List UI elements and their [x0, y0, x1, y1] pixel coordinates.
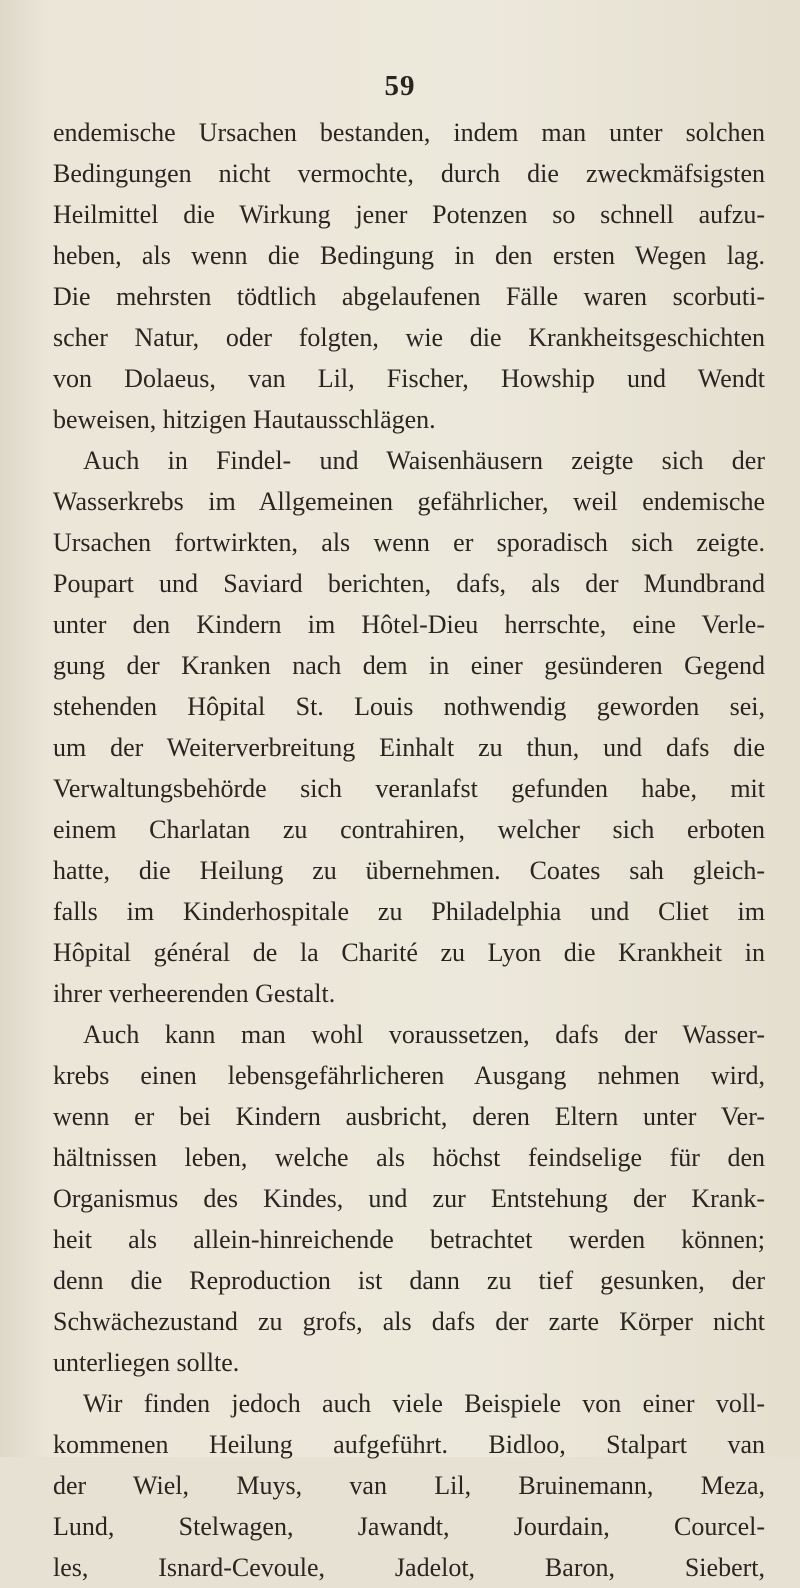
text-line: endemische Ursachen bestanden, indem man unter solchen	[53, 118, 765, 147]
text-line: Ursachen fortwirkten, als wenn er sporadisch sich zeigte.	[53, 528, 765, 557]
text-line: krebs einen lebensgefährlicheren Ausgang nehmen wird,	[53, 1061, 765, 1090]
page-number: 59	[384, 70, 416, 102]
text-line: heit als allein-hinreichende betrachtet werden können;	[53, 1225, 765, 1254]
text-line: unterliegen sollte.	[53, 1348, 240, 1377]
text-line: ihrer verheerenden Gestalt.	[53, 979, 336, 1008]
text-line: Die mehrsten tödtlich abgelaufenen Fälle waren scorbuti-	[53, 282, 765, 311]
text-line: kommenen Heilung aufgeführt. Bidloo, Stalpart van	[53, 1430, 765, 1459]
text-line: einem Charlatan zu contrahiren, welcher sich erboten	[53, 815, 765, 844]
text-line: wenn er bei Kindern ausbricht, deren Eltern unter Ver-	[53, 1102, 765, 1131]
text-line: scher Natur, oder folgten, wie die Krankheitsgeschichten	[53, 323, 765, 352]
text-line: hatte, die Heilung zu übernehmen. Coates sah gleich-	[53, 856, 765, 885]
text-line: von Dolaeus, van Lil, Fischer, Howship und Wendt	[53, 364, 765, 393]
text-line: stehenden Hôpital St. Louis nothwendig geworden sei,	[53, 692, 765, 721]
text-line: Schwächezustand zu grofs, als dafs der zarte Körper nicht	[53, 1307, 765, 1336]
text-line: beweisen, hitzigen Hautausschlägen.	[53, 405, 436, 434]
text-line: Wasserkrebs im Allgemeinen gefährlicher, weil endemische	[53, 487, 765, 516]
text-line: Poupart und Saviard berichten, dafs, als der Mundbrand	[53, 569, 765, 598]
text-line: gung der Kranken nach dem in einer gesünderen Gegend	[53, 651, 765, 680]
text-line: Auch kann man wohl voraussetzen, dafs der Wasser-	[83, 1020, 765, 1049]
text-line: um der Weiterverbreitung Einhalt zu thun, und dafs die	[53, 733, 765, 762]
body-text	[53, 112, 765, 1588]
text-line: falls im Kinderhospitale zu Philadelphia und Cliet im	[53, 897, 765, 926]
text-line: Lund, Stelwagen, Jawandt, Jourdain, Courcel-	[53, 1512, 765, 1541]
text-line: heben, als wenn die Bedingung in den ersten Wegen lag.	[53, 241, 765, 270]
text-line: les, Isnard-Cevoule, Jadelot, Baron, Siebert,	[53, 1553, 765, 1582]
text-line: Wir finden jedoch auch viele Beispiele von einer voll-	[83, 1389, 765, 1418]
text-line: Bedingungen nicht vermochte, durch die zweckmäfsigsten	[53, 159, 765, 188]
text-line: unter den Kindern im Hôtel-Dieu herrschte, eine Verle-	[53, 610, 765, 639]
text-line: Verwaltungsbehörde sich veranlafst gefunden habe, mit	[53, 774, 765, 803]
text-line: Hôpital général de la Charité zu Lyon die Krankheit in	[53, 938, 765, 967]
text-line: der Wiel, Muys, van Lil, Bruinemann, Meza,	[53, 1471, 765, 1500]
text-line: Organismus des Kindes, und zur Entstehung der Krank-	[53, 1184, 765, 1213]
text-line: hältnissen leben, welche als höchst feindselige für den	[53, 1143, 765, 1172]
text-line: Heilmittel die Wirkung jener Potenzen so schnell aufzu-	[53, 200, 765, 229]
text-line: denn die Reproduction ist dann zu tief gesunken, der	[53, 1266, 765, 1295]
text-line: Auch in Findel- und Waisenhäusern zeigte sich der	[83, 446, 765, 475]
